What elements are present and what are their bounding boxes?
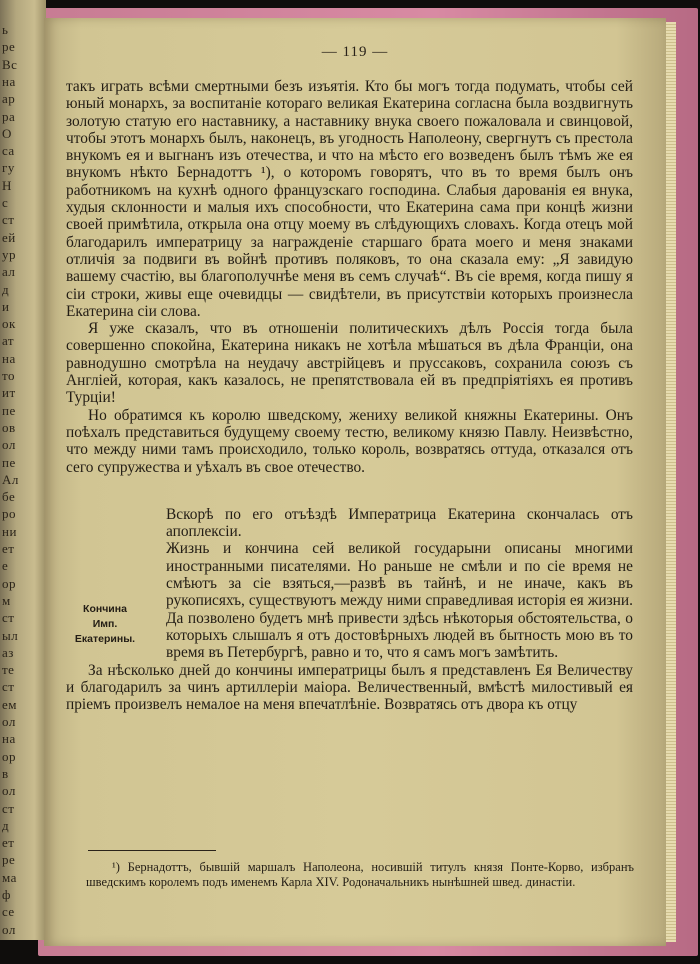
left-page-fragment: ор xyxy=(2,575,16,591)
page-stack-edge xyxy=(666,22,676,942)
left-page-fragment: ур xyxy=(2,246,16,262)
margin-note: Кончина Имп. Екатерины. xyxy=(74,603,136,645)
left-page-fragment: ра xyxy=(2,108,16,124)
left-page-fragment: се xyxy=(2,904,15,920)
left-page-fragment: ет xyxy=(2,835,15,851)
left-page-fragment: на xyxy=(2,73,16,89)
paragraph: Но обратимся къ королю шведскому, жениху великой княжны Екатерины. Онъ поѣхалъ представиться будущему своему тестю, великому князю Павлу. Неизвѣстно, что между ними тамъ происходило, только король, возвратясь оттуда, отказался отъ сего супружества и уѣхалъ въ свое отечество. xyxy=(66,406,633,476)
left-page-fragment: са xyxy=(2,143,15,159)
paragraph: За нѣсколько дней до кончины императрицы былъ я представленъ Ея Величеству и благодарилъ за чинъ артиллеріи маіора. Величественный, вмѣстѣ милостивый ея пріемъ произвелъ немалое на меня впечатлѣніе. Возвратясь отъ двора къ отцу xyxy=(66,661,633,714)
section-gap xyxy=(66,476,633,506)
left-page-fragment: О xyxy=(2,125,12,141)
left-page-fragment: бе xyxy=(2,489,16,505)
left-page-fragment: в xyxy=(2,765,9,781)
book-page xyxy=(44,18,666,946)
left-page-fragment: ст xyxy=(2,610,15,626)
left-page-fragment: ал xyxy=(2,264,16,280)
left-page-edge xyxy=(0,0,46,940)
left-page-fragment: м xyxy=(2,592,11,608)
left-page-fragment: ол xyxy=(2,437,16,453)
footnote-text: ¹) Бернадоттъ, бывшій маршалъ Наполеона, носившій титулъ князя Понте-Корво, избранъ шведскимъ королемъ подъ именемъ Карла XIV. Родоначальникъ нынѣшней швед. династіи. xyxy=(86,860,634,889)
left-page-fragment: ь xyxy=(2,22,9,37)
left-page-fragment: ро xyxy=(2,506,16,522)
paragraph: Жизнь и кончина сей великой государыни описаны многими иностранными писателями. Но раньше не смѣли и по сіе время не смѣютъ за сіе взяться,—развѣ въ тайнѣ, и не иначе, какъ въ рукописяхъ, существуютъ между ними справедливая исторія ея жизни. Да позволено будетъ мнѣ привести здѣсь нѣкоторыя обстоятельства, о которыхъ слышалъ я отъ достовѣрныхъ людей въ бытность мою въ то время въ Петербургѣ, равно и то, что я самъ могъ замѣтить. xyxy=(166,540,633,662)
footnote xyxy=(86,860,634,890)
left-page-fragment: ат xyxy=(2,333,15,349)
left-page-fragment: ок xyxy=(2,316,16,332)
paragraph: Я уже сказалъ, что въ отношеніи политическихъ дѣлъ Россія тогда была совершенно спокойна, Екатерина никакъ не хотѣла мѣшаться въ дѣла Франціи, она равнодушно смотрѣла на неудачу австрійцевъ и пруссаковъ, сохранила союзъ съ Англіей, которая, какъ казалось, не препятствовала ей въ предпріятіяхъ ея противъ Турціи! xyxy=(66,320,633,407)
left-page-fragment: ни xyxy=(2,523,17,539)
left-page-fragment: ст xyxy=(2,212,15,228)
left-page-fragment: ыл xyxy=(2,627,19,643)
left-page-fragment: и xyxy=(2,298,10,314)
left-page-fragment: пе xyxy=(2,402,16,418)
left-page-fragment: Вс xyxy=(2,56,18,72)
left-page-fragment: д xyxy=(2,281,10,297)
left-page-fragment: то xyxy=(2,368,16,383)
left-page-fragment: ре xyxy=(2,39,16,55)
page-number: — 119 — xyxy=(321,44,389,60)
left-page-fragment: те xyxy=(2,662,15,678)
left-page-fragment: ф xyxy=(2,887,11,902)
left-page-fragment: пе xyxy=(2,454,16,470)
left-page-fragment: е xyxy=(2,558,9,574)
left-page-fragment: ол xyxy=(2,714,16,729)
left-page-fragment: на xyxy=(2,350,16,366)
left-page-fragment: ей xyxy=(2,229,16,245)
left-page-fragment: ар xyxy=(2,91,16,107)
left-page-fragment: ре xyxy=(2,852,16,868)
left-page-fragment: Н xyxy=(2,177,12,193)
paragraph: Вскорѣ по его отъѣздѣ Императрица Екатерина скончалась отъ апоплексіи. xyxy=(166,505,633,541)
left-page-fragment: ст xyxy=(2,679,15,695)
body-text xyxy=(66,78,633,713)
left-page-fragment: на xyxy=(2,731,16,747)
left-page-fragment: ма xyxy=(2,869,17,885)
left-page-fragment: гу xyxy=(2,160,15,176)
left-page-fragment: ов xyxy=(2,419,16,435)
left-page-fragment: д xyxy=(2,817,10,833)
left-page-fragment: ем xyxy=(2,696,17,712)
left-page-fragment: ор xyxy=(2,748,16,764)
left-page-fragment: ол xyxy=(2,921,16,937)
paragraph: такъ играть всѣми смертными безъ изъятія. Кто бы могъ тогда подумать, чтобы сей юный монархъ, за воспитаніе котораго великая Екатерина согласна была воздвигнуть золотую статую его наставнику, а наставнику внука своего пожаловала и свинцовой, чтобы этотъ монархъ былъ, наконецъ, въ угодность Наполеону, свергнутъ съ престола внукомъ ея и выгнанъ изъ отечества, и что на мѣсто его возведенъ былъ тѣмъ же ея внукомъ нѣкто Бернадоттъ ¹), о которомъ говорятъ, что въ то время былъ онъ работникомъ на кухнѣ одного французскаго господина. Слабыя дарованія ея внука, худыя склонности и малыя ихъ способности, что Екатерина сама при концѣ жизни своей примѣтила, открыла она отцу моему въ слѣдующихъ словахъ. Когда отецъ мой благодарилъ императрицу за награжденіе старшаго брата моего и меня знаками отличія за подвиги въ войнѣ противъ поляковъ, то она сказала ему: „Я завидую вашему счастію, вы благополучнѣе меня въ семъ случаѣ“. Въ сіе время, когда пишу я сіи строки, живы еще очевидцы — свидѣтели, въ присутствіи которыхъ произнесла Екатерина сіи слова. xyxy=(66,78,633,320)
left-page-fragment: аз xyxy=(2,644,14,660)
left-page-fragment: с xyxy=(2,195,9,210)
left-page-fragment: Ал xyxy=(2,471,19,487)
left-page-fragment: ет xyxy=(2,541,15,556)
left-page-fragment: ст xyxy=(2,800,15,816)
left-page-fragment: ит xyxy=(2,385,16,401)
footnote-rule xyxy=(88,850,216,851)
left-page-fragment: ол xyxy=(2,783,16,799)
